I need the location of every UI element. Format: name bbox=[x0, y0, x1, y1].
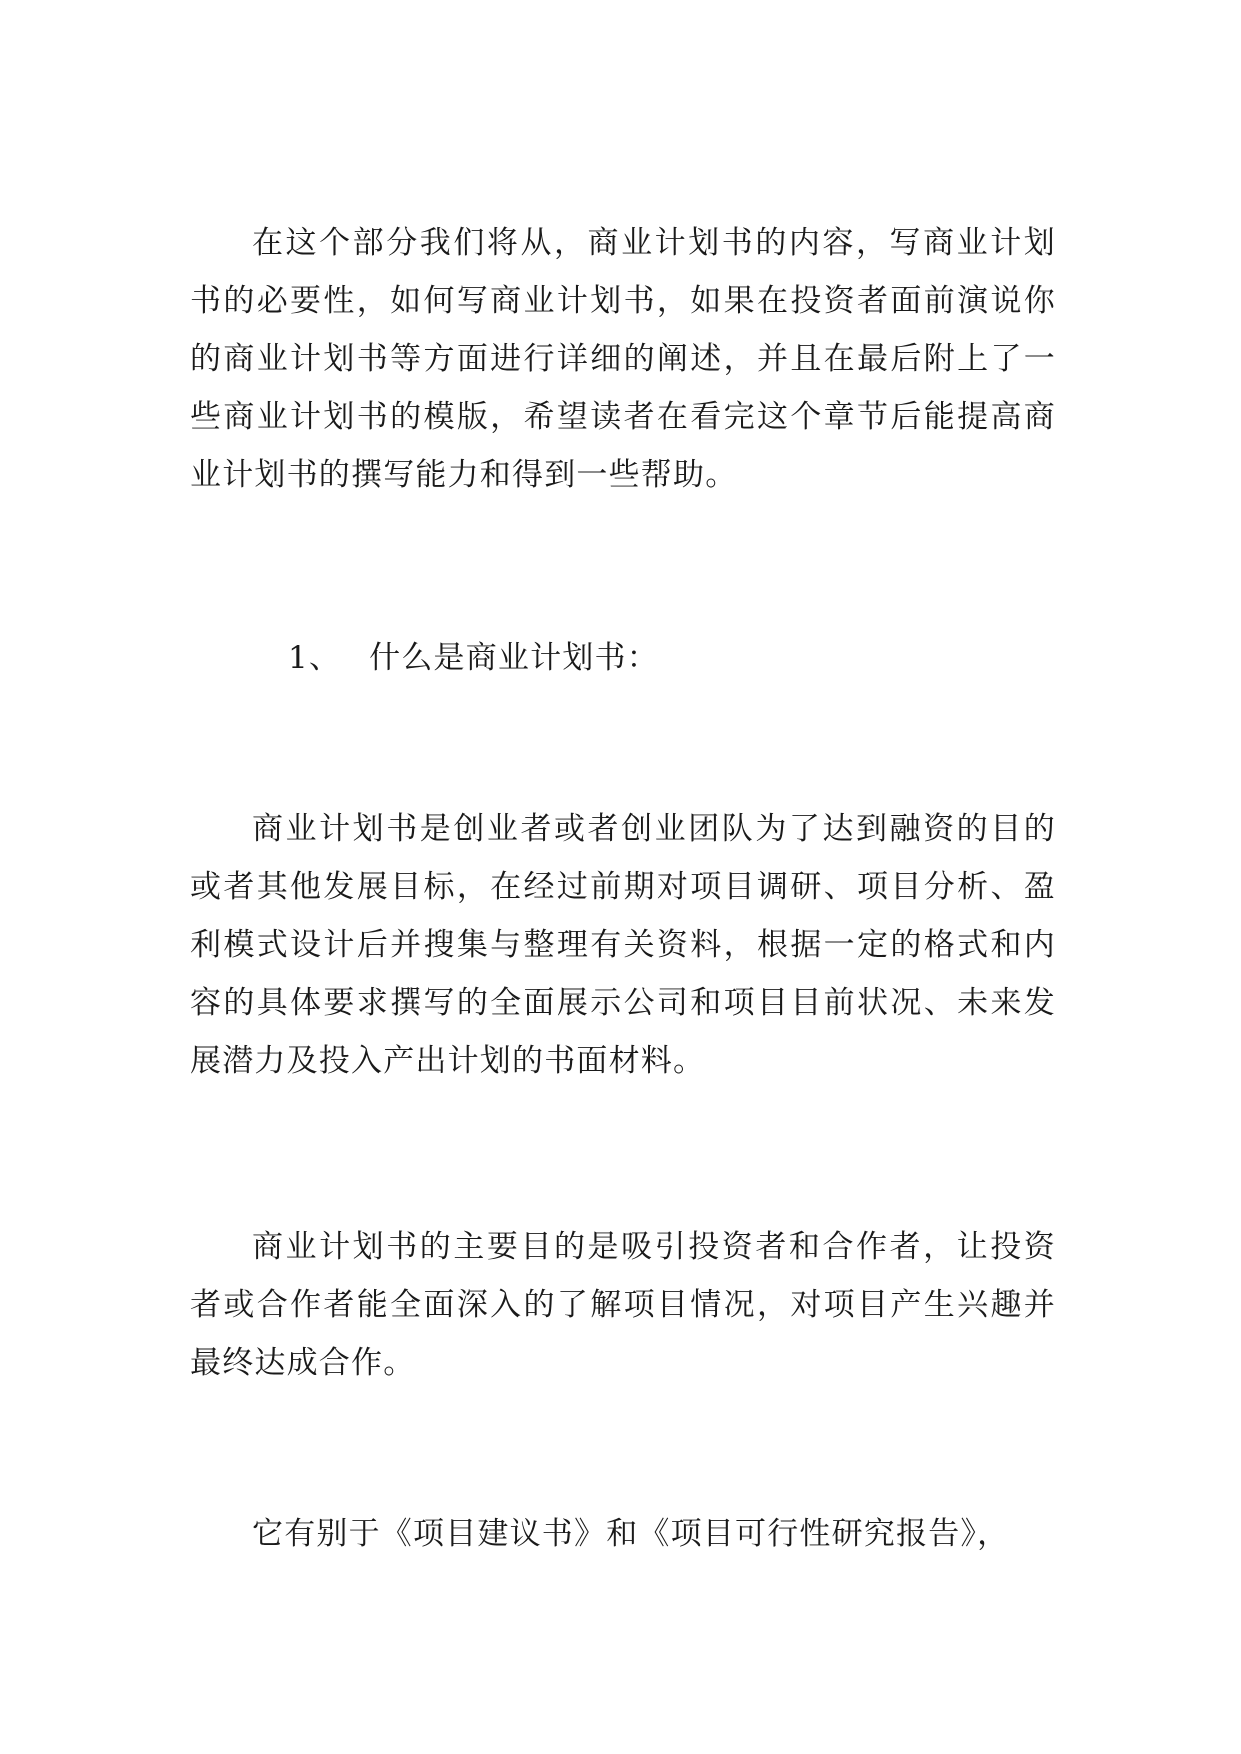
section-heading bbox=[190, 629, 659, 687]
comparison-paragraph: 它有别于《项目建议书》和《项目可行性研究报告》， bbox=[252, 1516, 1010, 1552]
section-title: 什么是商业计划书： bbox=[369, 640, 659, 676]
purpose-paragraph: 商业计划书的主要目的是吸引投资者和合作者，让投资者或合作者能全面深入的了解项目情况，对项目产生兴趣并最终达成合作。 bbox=[190, 1229, 1056, 1381]
definition-paragraph: 商业计划书是创业者或者创业团队为了达到融资的目的或者其他发展目标，在经过前期对项目调研、项目分析、盈利模式设计后并搜集与整理有关资料，根据一定的格式和内容的具体要求撰写的全面展示公司和项目目前状况、未来发展潜力及投入产出计划的书面材料。 bbox=[190, 811, 1056, 1079]
section-number: 1、 bbox=[288, 640, 342, 676]
intro-paragraph: 在这个部分我们将从，商业计划书的内容，写商业计划书的必要性，如何写商业计划书，如果在投资者面前演说你的商业计划书等方面进行详细的阐述，并且在最后附上了一些商业计划书的模版，希望读者在看完这个章节后能提高商业计划书的撰写能力和得到一些帮助。 bbox=[190, 225, 1056, 493]
